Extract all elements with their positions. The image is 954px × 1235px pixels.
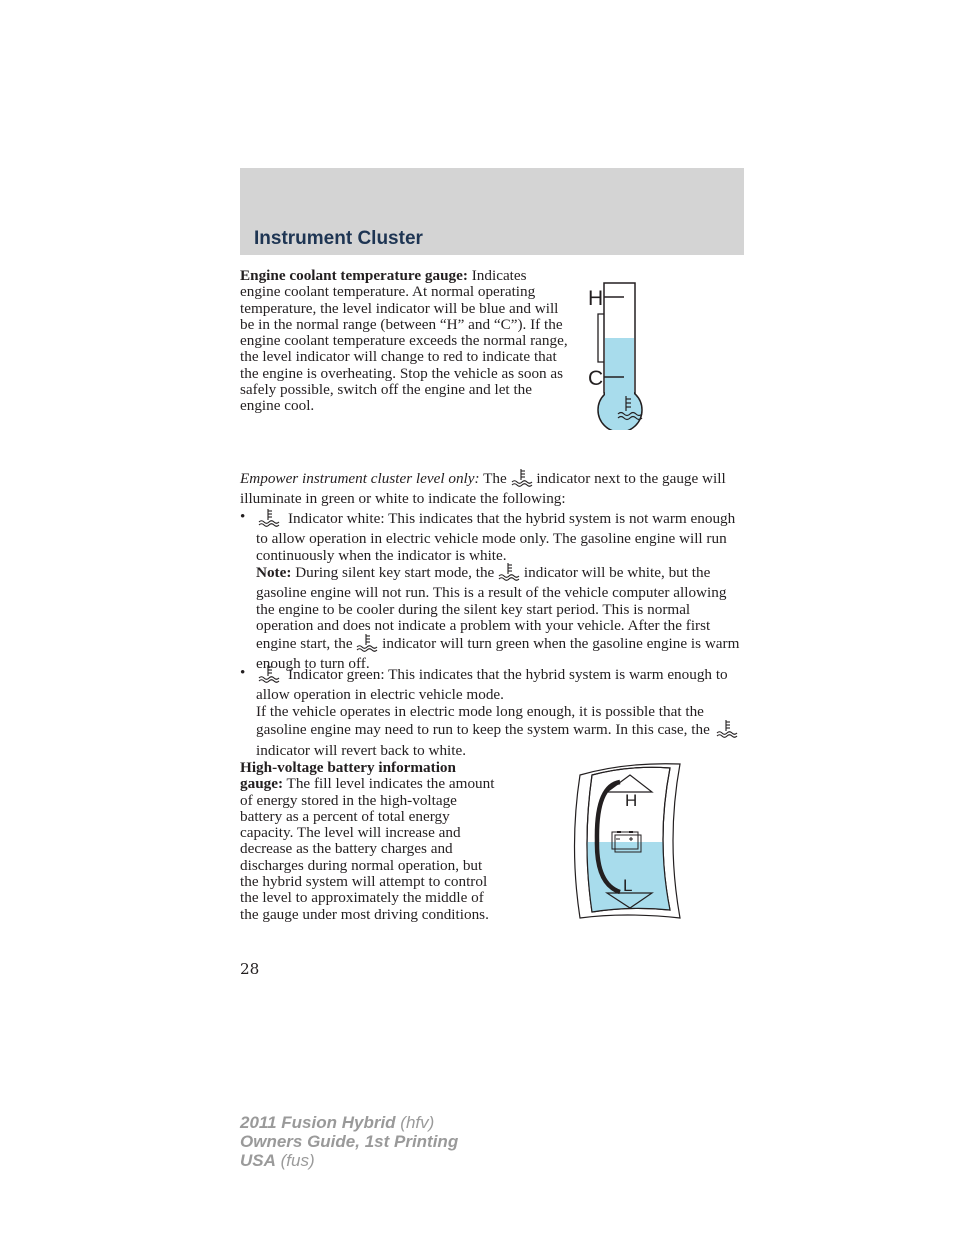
coolant-gauge-graphic <box>580 278 660 430</box>
footer-line-1 <box>240 1113 458 1132</box>
coolant-temperature-icon <box>714 720 740 742</box>
coolant-temperature-icon <box>498 563 520 585</box>
footer-market: USA <box>240 1151 276 1170</box>
battery-gauge-figure <box>570 760 690 929</box>
list-item-indicator-green <box>256 665 746 704</box>
coolant-temperature-gauge-figure <box>580 278 660 434</box>
note-text-3: indicator will turn green when the gasoline engine is warm enough to turn off. <box>256 635 740 673</box>
list-item-text: Indicator green: This indicates that the hybrid system is warm enough to allow operation in electric vehicle mode. <box>256 666 728 704</box>
coolant-gauge-low-label: C <box>588 367 604 390</box>
empower-text-2: indicator next to the gauge will illuminate in green or white to indicate the following: <box>240 470 726 508</box>
empower-paragraph <box>240 469 745 508</box>
note-paragraph <box>256 563 746 673</box>
footer-line-3 <box>240 1151 458 1170</box>
battery-gauge-description: The fill level indicates the amount of energy stored in the high-voltage battery as a percent of total energy capacity. The level will increase and decrease as the battery charges and discharges during normal operation, but the hybrid system will attempt to control the level to approximately the middle of the gauge under most driving conditions. <box>240 775 495 923</box>
battery-gauge-heading: High-voltage battery information gauge: <box>240 759 456 793</box>
footer-guide: Owners Guide, 1st Printing <box>240 1132 459 1151</box>
footer-model: 2011 Fusion Hybrid <box>240 1113 396 1132</box>
battery-gauge-paragraph <box>240 760 500 923</box>
revert-paragraph <box>256 704 746 759</box>
note-text-2: indicator will be white, but the gasoline engine will not run. This is a result of the vehicle computer allowing the engine to be cooler during the silent key start period. This is normal operation and does not indicate a problem with your vehicle. After the first engine start, the <box>256 564 727 653</box>
revert-text-2: indicator will revert back to white. <box>256 741 467 759</box>
empower-text-1: The <box>479 470 511 487</box>
footer-market-code: (fus) <box>275 1151 315 1170</box>
coolant-gauge-fill <box>605 338 634 394</box>
footer-print-info <box>240 1113 458 1170</box>
battery-gauge-low-label: L <box>623 876 633 895</box>
battery-gauge-graphic <box>570 760 690 925</box>
coolant-gauge-paragraph <box>240 268 570 415</box>
bullet-marker: • <box>240 664 246 681</box>
note-text-1: During silent key start mode, the <box>291 564 499 581</box>
coolant-gauge-description: Indicates engine coolant temperature. At normal operating temperature, the level indicator will be blue and will be in the normal range (between “H” and “C”). If the engine coolant temperature exceeds the normal range, the level indicator will change to red to indicate that the engine is overheating. Stop the vehicle as soon as safely possible, switch off the engine and let the engine cool. <box>240 267 568 415</box>
coolant-temperature-icon <box>356 634 378 656</box>
section-title: Instrument Cluster <box>254 228 423 249</box>
coolant-gauge-high-label: H <box>588 287 604 310</box>
page-number: 28 <box>240 960 260 978</box>
section-header-band <box>240 168 744 255</box>
coolant-temperature-icon <box>511 469 533 491</box>
list-item-indicator-white <box>256 509 746 564</box>
footer-line-2 <box>240 1132 458 1151</box>
bullet-marker: • <box>240 508 246 525</box>
coolant-temperature-icon <box>256 509 282 531</box>
list-item-text: Indicator white: This indicates that the hybrid system is not warm enough to allow operation in electric vehicle mode only. The gasoline engine will run continuously when the indicator is white. <box>256 510 736 564</box>
coolant-temperature-icon <box>256 665 282 687</box>
footer-model-code: (hfv) <box>395 1113 435 1132</box>
coolant-gauge-heading: Engine coolant temperature gauge: <box>240 267 468 284</box>
empower-lead: Empower instrument cluster level only: <box>240 470 480 487</box>
note-label: Note: <box>256 564 292 581</box>
revert-text-1: If the vehicle operates in electric mode long enough, it is possible that the gasoline engine may need to run to keep the system warm. In this case, the <box>256 703 714 739</box>
battery-gauge-high-label: H <box>625 791 638 810</box>
